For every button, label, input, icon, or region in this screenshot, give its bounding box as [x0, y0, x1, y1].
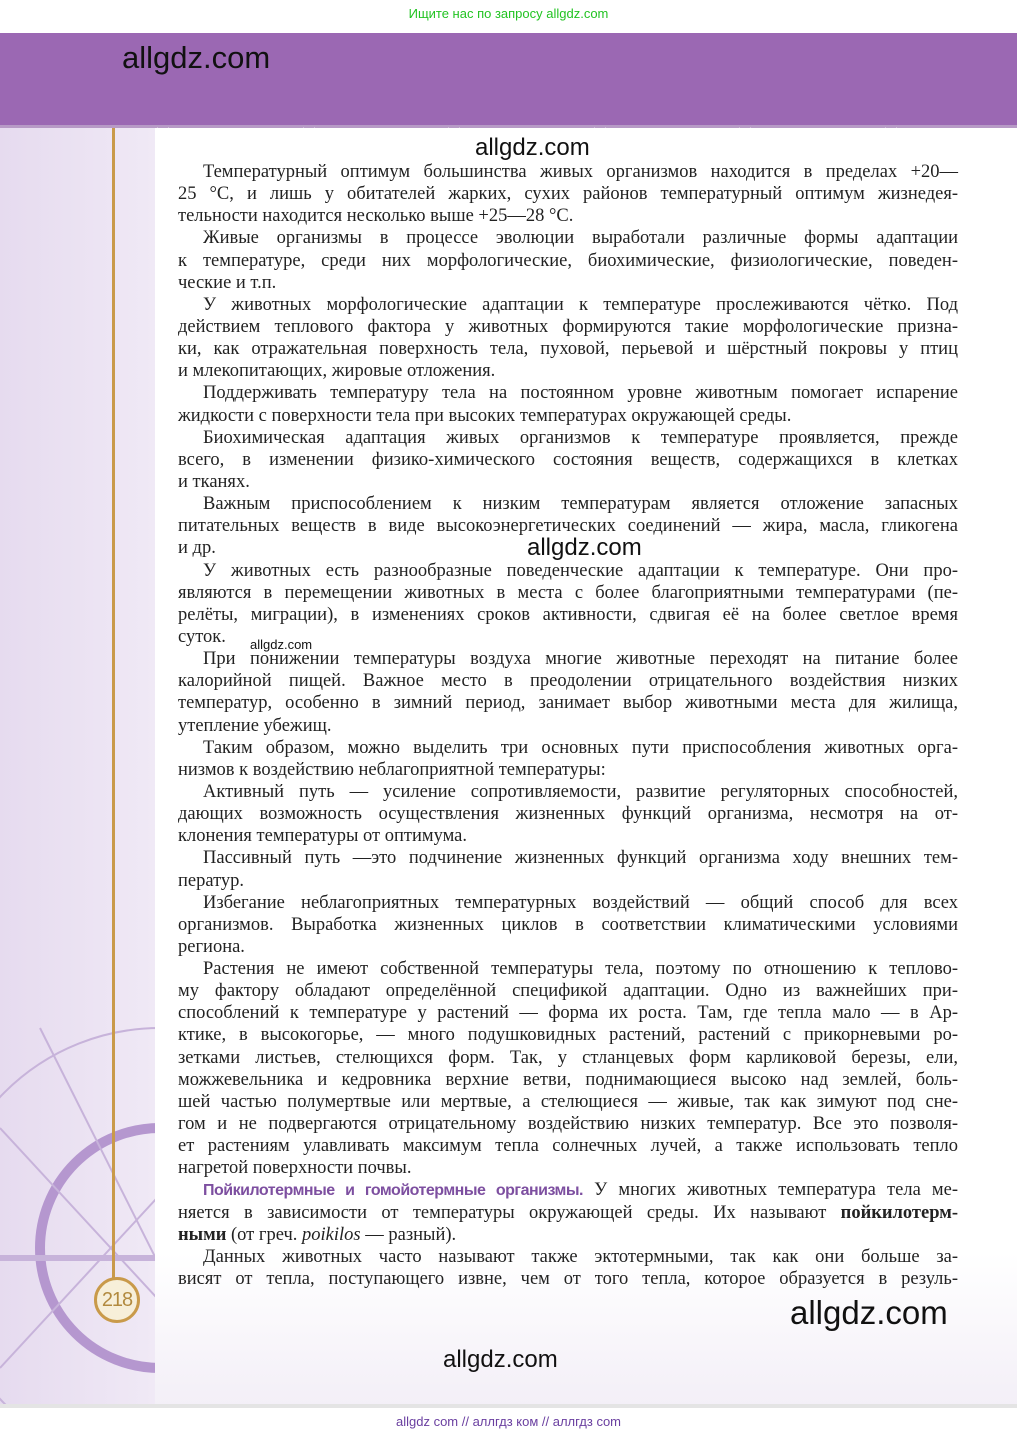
text-line: 25 °С, и лишь у обитателей жарких, сухих районов температурный оптимум жизнедея-	[178, 184, 958, 205]
text-segment: — разный).	[360, 1224, 457, 1245]
text-line: являются в перемещении животных в места с более благоприятными температурами (пе-	[178, 582, 958, 603]
text-line: Активный путь — усиление сопротивляемости, развитие регуляторных способностей,	[203, 781, 958, 802]
text-line: к температуре, среди них морфологические, биохимические, физиологические, поведен-	[178, 250, 958, 271]
text-line: При понижении температуры воздуха многие животные переходят на питание более	[203, 649, 958, 670]
italic-term: poikilos	[302, 1224, 361, 1245]
text-line: му фактору обладают определённой спецификой адаптации. Одно из важнейших при-	[178, 981, 958, 1002]
text-line: шей частью полумертвые или мертвые, а стелющиеся — живые, так как зимуют под сне-	[178, 1091, 958, 1112]
text-line: Живые организмы в процессе эволюции выработали различные формы адаптации	[203, 228, 958, 249]
text-line: региона.	[178, 936, 245, 957]
watermark: allgdz.com	[250, 637, 313, 652]
text-line: действием теплового фактора у животных формируются такие морфологические призна-	[178, 316, 958, 337]
text-line: суток.	[178, 626, 226, 647]
text-line: Поддерживать температуру тела на постоянном уровне животным помогает испарение	[203, 383, 958, 404]
text-line: можжевельника и кедровника верхние ветви, поднимающиеся высоко над землей, боль-	[178, 1069, 958, 1090]
text-line: и млекопитающих, жировые отложения.	[178, 361, 496, 382]
text-segment: У многих животных температура тела ме-	[582, 1180, 959, 1201]
text-line: ет растениям улавливать максимум тепла солнечных лучей, а также использовать тепло	[178, 1136, 958, 1157]
text-line: Биохимическая адаптация живых организмов к температуре проявляется, прежде	[203, 427, 958, 448]
text-line: релёты, миграции), в изменениях сроков активности, сдвигая её на более светлое время	[178, 604, 958, 625]
text-line: ки, как отражательная поверхность тела, пуховой, перьевой и шёрстный покровы у птиц	[178, 339, 958, 360]
text-line: ператур.	[178, 870, 245, 891]
text-line: питательных веществ в виде высокоэнергетических соединений — жира, масла, гликогена	[178, 516, 958, 537]
text-line	[178, 1202, 958, 1224]
text-line: У животных морфологические адаптации к температуре прослеживаются чётко. Под	[203, 294, 958, 315]
text-line: низмов к воздействию неблагоприятной температуры:	[178, 759, 606, 780]
text-line: и др.	[178, 538, 216, 559]
text-line: и тканях.	[178, 471, 250, 492]
text-line: ческие и т.п.	[178, 272, 277, 293]
text-line: Избегание неблагоприятных температурных воздействий — общий способ для всех	[203, 892, 958, 913]
text-line: Растения не имеют собственной температуры тела, поэтому по отношению к теплово-	[203, 959, 958, 980]
text-line: способлений к температуре у растений — форма их роста. Там, где тепла мало — в Ар-	[178, 1003, 958, 1024]
text-line: ктике, в высокогорье, — много подушковидных растений, растений с прикорневыми ро-	[178, 1025, 958, 1046]
bold-term: ными	[178, 1224, 227, 1245]
text-line: температур, особенно в зимний период, занимает выбор животными места для жилища,	[178, 693, 958, 714]
text-line: клонения температуры от оптимума.	[178, 826, 467, 847]
text-segment: (от греч.	[226, 1224, 303, 1245]
text-line: организмов. Выработка жизненных циклов в соответствии климатическими условиями	[178, 914, 958, 935]
text-line: гом и не подвергаются отрицательному воздействию низких температур. Все это позволя-	[178, 1114, 958, 1135]
text-line	[178, 1179, 958, 1201]
text-line: Данных животных часто называют также эктотермными, так как они больше за-	[203, 1246, 958, 1267]
watermark: allgdz.com	[475, 134, 590, 161]
margin-rule	[112, 128, 115, 1278]
body-text	[178, 161, 958, 1290]
text-line: У животных есть разнообразные поведенческие адаптации к температуре. Они про-	[203, 560, 958, 581]
watermark: allgdz.com	[790, 1294, 948, 1331]
watermark: allgdz.com	[443, 1346, 558, 1373]
text-line: калорийной пищей. Важное место в преодолении отрицательного воздействия низких	[178, 671, 958, 692]
text-line: Важным приспособлением к низким температурам является отложение запасных	[203, 494, 958, 515]
text-line: Таким образом, можно выделить три основных пути приспособления животных орга-	[203, 737, 958, 758]
text-line: висят от тепла, поступающего извне, чем от того тепла, которое образуется в резуль-	[178, 1269, 958, 1290]
footer-links: allgdz com // аллгдз ком // аллгдз com	[395, 1414, 622, 1429]
footer-divider	[0, 1404, 1017, 1408]
text-line: всего, в изменении физико-химического состояния веществ, содержащихся в клетках	[178, 449, 958, 470]
text-line: тельности находится несколько выше +25—28 °С.	[178, 206, 574, 227]
text-line: дающих возможность осуществления жизненных функций организма, несмотря на от-	[178, 804, 958, 825]
watermark: allgdz.com	[122, 40, 271, 75]
text-line: нагретой поверхности почвы.	[178, 1158, 412, 1179]
text-line: жидкости с поверхности тела при высоких температурах окружающей среды.	[178, 405, 792, 426]
text-line	[178, 1224, 958, 1246]
text-line: зетками листьев, стелющихся форм. Так, у стланцевых форм карликовой березы, ели,	[178, 1047, 958, 1068]
text-line: Пассивный путь —это подчинение жизненных функций организма ходу внешних тем-	[203, 848, 958, 869]
text-line: утепление убежищ.	[178, 715, 332, 736]
watermark: allgdz.com	[527, 534, 642, 561]
text-segment: няется в зависимости от температуры окружающей среды. Их называют	[178, 1202, 841, 1223]
page-number: 218	[94, 1277, 140, 1323]
bold-term: пойкилотерм-	[840, 1202, 958, 1223]
text-line: Температурный оптимум большинства живых организмов находится в пределах +20—	[203, 162, 958, 182]
section-heading: Пойкилотермные и гомойотермные организмы.	[203, 1182, 583, 1200]
top-search-note: Ищите нас по запросу allgdz.com	[408, 6, 609, 21]
